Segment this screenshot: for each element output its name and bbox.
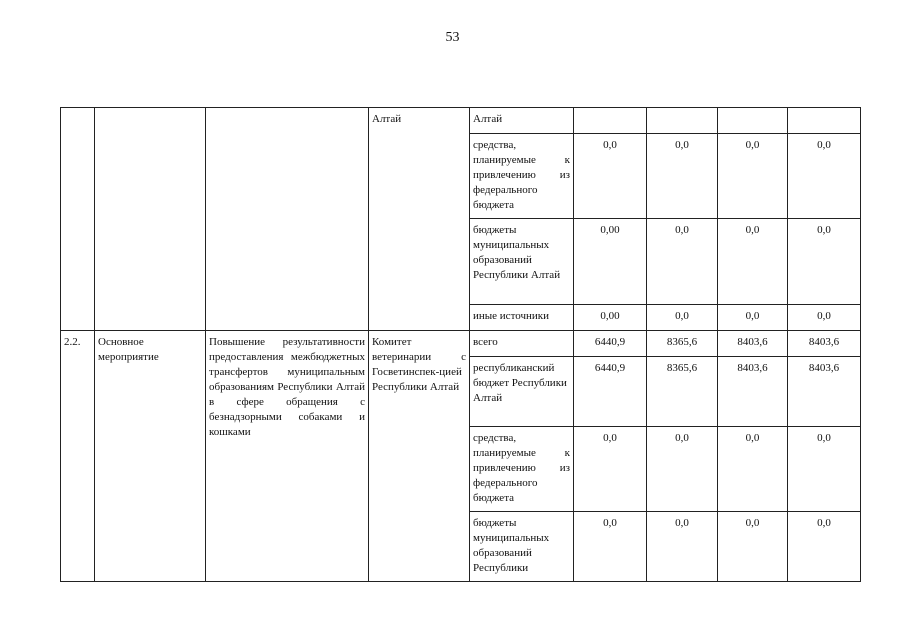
- table-row: [61, 108, 861, 134]
- cell-value: 6440,9: [574, 357, 647, 427]
- cell-value: 0,0: [647, 305, 718, 331]
- cell-value: 8365,6: [647, 357, 718, 427]
- cell-source: иные источники: [470, 305, 574, 331]
- cell-value: 0,0: [718, 305, 788, 331]
- cell-item-number: 2.2.: [61, 331, 95, 582]
- cell-value: 8403,6: [788, 357, 861, 427]
- cell-item-type: Основное мероприятие: [95, 331, 206, 582]
- cell-value: 6440,9: [574, 331, 647, 357]
- cell-value: 0,0: [574, 134, 647, 219]
- cell-value: 0,0: [788, 134, 861, 219]
- cell-value: [788, 108, 861, 134]
- cell-value: 0,0: [788, 427, 861, 512]
- cell-value: 0,0: [718, 512, 788, 582]
- cell-value: 0,0: [718, 134, 788, 219]
- cell-value: [647, 108, 718, 134]
- cell-number-continued: [61, 108, 95, 331]
- cell-value: 0,0: [574, 512, 647, 582]
- cell-value: 0,0: [647, 134, 718, 219]
- cell-value: 8403,6: [788, 331, 861, 357]
- cell-source: бюджеты муниципальных образований Республики Алтай: [470, 219, 574, 305]
- cell-source: средства, планируемые к привлечению из федерального бюджета: [470, 427, 574, 512]
- cell-value: 0,0: [788, 219, 861, 305]
- cell-value: 0,00: [574, 219, 647, 305]
- cell-value: 0,0: [647, 219, 718, 305]
- cell-item-name: Повышение результативности предоставления межбюджетных трансфертов муниципальным образованиям Республики Алтай в сфере обращения с безнадзорными собаками и кошками: [206, 331, 369, 582]
- cell-value: 0,0: [788, 305, 861, 331]
- cell-value: 8403,6: [718, 331, 788, 357]
- cell-value: 8365,6: [647, 331, 718, 357]
- cell-source: всего: [470, 331, 574, 357]
- cell-source: республиканский бюджет Республики Алтай: [470, 357, 574, 427]
- financing-table: [60, 107, 861, 582]
- cell-value: [574, 108, 647, 134]
- cell-source: бюджеты муниципальных образований Республики: [470, 512, 574, 582]
- cell-executor-continued: Алтай: [369, 108, 470, 331]
- cell-item-executor: Комитет ветеринарии с Госветинспек-цией Республики Алтай: [369, 331, 470, 582]
- page-number: 53: [445, 30, 460, 45]
- cell-name-continued: [206, 108, 369, 331]
- cell-value: 0,0: [788, 512, 861, 582]
- cell-value: 0,0: [718, 427, 788, 512]
- cell-value: 0,0: [647, 512, 718, 582]
- cell-value: 0,0: [647, 427, 718, 512]
- cell-source: Алтай: [470, 108, 574, 134]
- cell-value: 0,0: [574, 427, 647, 512]
- cell-value: 0,00: [574, 305, 647, 331]
- cell-type-continued: [95, 108, 206, 331]
- table-row: [61, 331, 861, 357]
- cell-source: средства, планируемые к привлечению из федерального бюджета: [470, 134, 574, 219]
- cell-value: 8403,6: [718, 357, 788, 427]
- cell-value: [718, 108, 788, 134]
- cell-value: 0,0: [718, 219, 788, 305]
